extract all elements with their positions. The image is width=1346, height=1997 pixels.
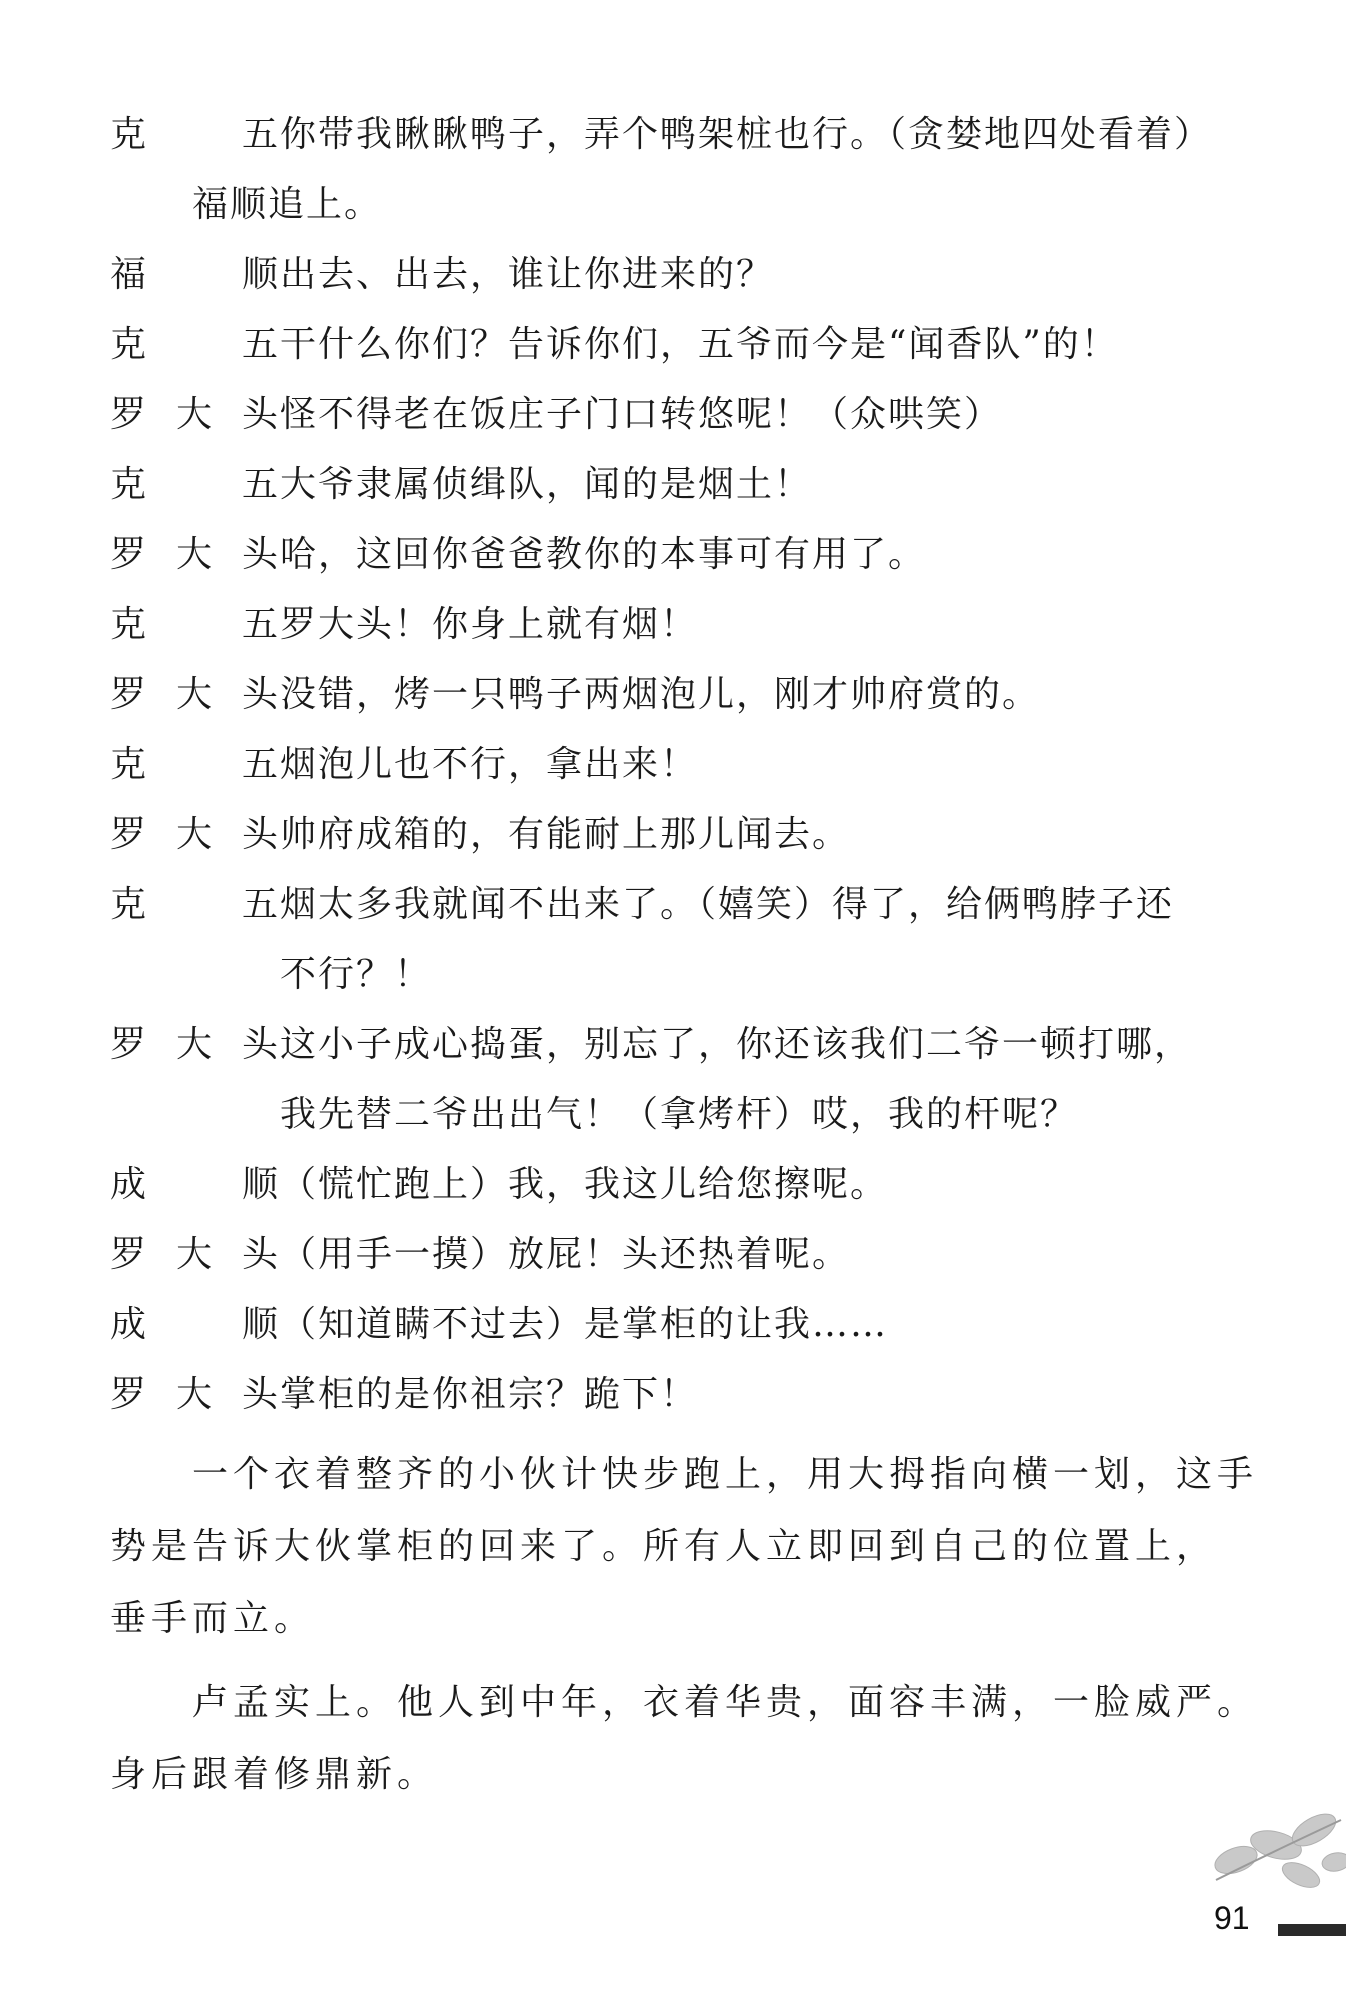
dialogue-line bbox=[110, 520, 1246, 590]
dialogue-line bbox=[110, 660, 1246, 730]
speaker-name: 福 顺 bbox=[110, 254, 280, 295]
dialogue-text: 这小子成心捣蛋，别忘了，你还该我们二爷一顿打哪， bbox=[280, 1024, 1193, 1065]
dialogue-line bbox=[110, 450, 1246, 520]
dialogue-text: （用手一摸）放屁！头还热着呢。 bbox=[280, 1234, 851, 1275]
page-number-block bbox=[1214, 1898, 1346, 1938]
dialogue-continuation: 我先替二爷出出气！（拿烤杆）哎，我的杆呢？ bbox=[280, 1094, 1079, 1135]
paragraph-line: 垂手而立。 bbox=[110, 1598, 316, 1639]
speaker-name: 罗大头 bbox=[110, 814, 280, 855]
dialogue-line bbox=[110, 240, 1246, 310]
dialogue-line bbox=[110, 380, 1246, 450]
speaker-name: 克 五 bbox=[110, 114, 280, 155]
speaker-name: 成 顺 bbox=[110, 1304, 280, 1345]
speaker-name: 罗大头 bbox=[110, 534, 280, 575]
speaker-name: 罗大头 bbox=[110, 1024, 280, 1065]
dialogue-line bbox=[110, 1220, 1246, 1290]
dialogue-continuation: 不行？！ bbox=[280, 954, 433, 995]
paragraph-line: 势是告诉大伙掌柜的回来了。所有人立即回到自己的位置上， bbox=[110, 1526, 1218, 1567]
speaker-name: 克 五 bbox=[110, 884, 280, 925]
speaker-name: 克 五 bbox=[110, 604, 280, 645]
paragraph-line: 身后跟着修鼎新。 bbox=[110, 1754, 439, 1795]
stage-direction: 福顺追上。 bbox=[192, 184, 383, 225]
speaker-name: 克 五 bbox=[110, 464, 280, 505]
speaker-name: 成 顺 bbox=[110, 1164, 280, 1205]
page-number-bar bbox=[1278, 1924, 1346, 1936]
dialogue-text: 干什么你们？告诉你们，五爷而今是“闻香队”的！ bbox=[280, 324, 1119, 365]
dialogue-line bbox=[110, 870, 1246, 940]
dialogue-text: 罗大头！你身上就有烟！ bbox=[280, 604, 699, 645]
dialogue-line bbox=[110, 100, 1246, 170]
dialogue-line bbox=[110, 310, 1246, 380]
speaker-name: 克 五 bbox=[110, 744, 280, 785]
dialogue-line bbox=[110, 1360, 1246, 1430]
speaker-name: 罗大头 bbox=[110, 394, 280, 435]
paragraph-line: 卢孟实上。他人到中年，衣着华贵，面容丰满，一脸威严。 bbox=[192, 1682, 1259, 1723]
speaker-name: 克 五 bbox=[110, 324, 280, 365]
dialogue-text: （知道瞒不过去）是掌柜的让我…… bbox=[280, 1304, 889, 1345]
speaker-name: 罗大头 bbox=[110, 1234, 280, 1275]
dialogue-line bbox=[110, 1010, 1246, 1080]
dialogue-line bbox=[110, 1290, 1246, 1360]
dialogue-text: 大爷隶属侦缉队，闻的是烟土！ bbox=[280, 464, 813, 505]
dialogue-text: 哈，这回你爸爸教你的本事可有用了。 bbox=[280, 534, 927, 575]
dialogue-line bbox=[110, 800, 1246, 870]
leaf-decoration-icon bbox=[1196, 1800, 1346, 1910]
dialogue-text: 没错，烤一只鸭子两烟泡儿，刚才帅府赏的。 bbox=[280, 674, 1041, 715]
paragraph-line: 一个衣着整齐的小伙计快步跑上，用大拇指向横一划，这手 bbox=[192, 1454, 1259, 1495]
dialogue-text: 出去、出去，谁让你进来的？ bbox=[280, 254, 775, 295]
dialogue-line bbox=[110, 1150, 1246, 1220]
dialogue-text: 你带我瞅瞅鸭子，弄个鸭架桩也行。（贪婪地四处看着） bbox=[280, 114, 1213, 155]
dialogue-text: 帅府成箱的，有能耐上那儿闻去。 bbox=[280, 814, 851, 855]
dialogue-text: 掌柜的是你祖宗？跪下！ bbox=[280, 1374, 699, 1415]
dialogue-text: 烟泡儿也不行，拿出来！ bbox=[280, 744, 699, 785]
speaker-name: 罗大头 bbox=[110, 1374, 280, 1415]
dialogue-line bbox=[110, 590, 1246, 660]
dialogue-text: （慌忙跑上）我，我这儿给您擦呢。 bbox=[280, 1164, 889, 1205]
dialogue-text: 烟太多我就闻不出来了。（嬉笑）得了，给俩鸭脖子还 bbox=[280, 884, 1175, 925]
page-number: 91 bbox=[1214, 1900, 1250, 1936]
dialogue-line bbox=[110, 730, 1246, 800]
dialogue-text: 怪不得老在饭庄子门口转悠呢！（众哄笑） bbox=[280, 394, 1003, 435]
speaker-name: 罗大头 bbox=[110, 674, 280, 715]
